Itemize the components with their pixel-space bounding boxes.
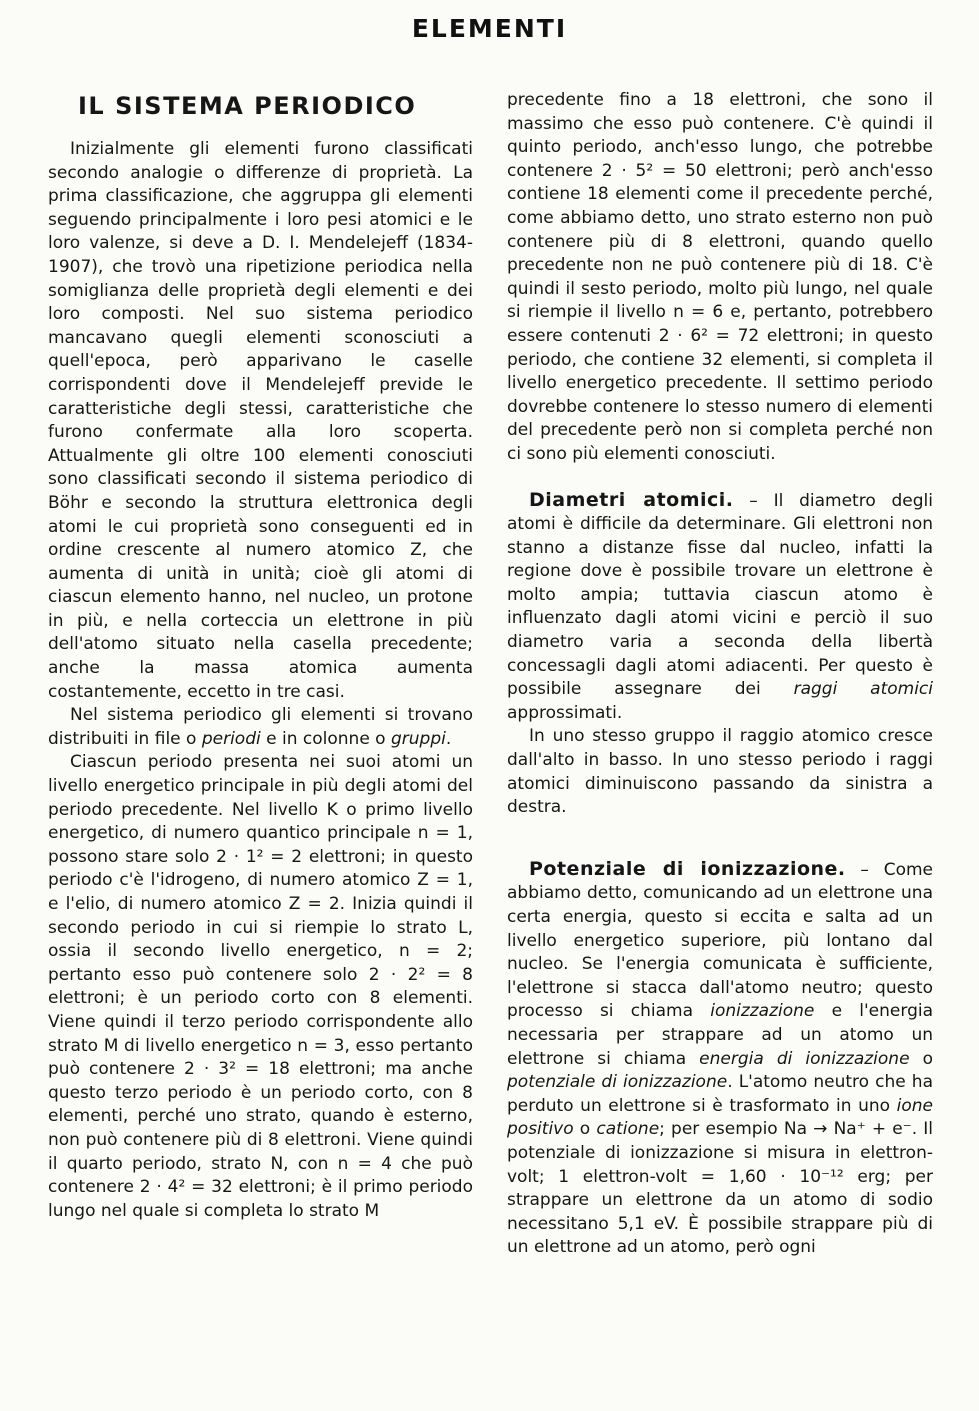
text-run: o	[909, 1048, 933, 1069]
left-column	[48, 92, 473, 1223]
paragraph-diametri	[507, 489, 933, 726]
paragraph-periodi-gruppi	[48, 704, 473, 751]
paragraph-intro: Inizialmente gli elementi furono classificati secondo analogie o differenze di proprietà. La prima classificazione, che aggruppa gli elementi seguendo principalmente i loro pesi atomici e le loro valenze, si deve a D. I. Mendelejeff (1834-1907), che trovò una ripetizione periodica nella somiglianza delle proprietà degli elementi e dei loro composti. Nel suo sistema periodico mancavano quegli elementi sconosciuti a quell'epoca, però apparivano le caselle corrispondenti dove il Mendelejeff previde le caratteristiche degli stessi, caratteristiche che furono confermate alla loro scoperta. Attualmente gli oltre 100 elementi conosciuti sono classificati secondo il sistema periodico di Böhr e secondo la struttura elettronica degli atomi le cui proprietà sono conseguenti ed in ordine crescente al numero atomico Z, che aumenta di unità in unità; cioè gli atomi di ciascun elemento hanno, nel nucleo, un protone in più, e nella corteccia un elettrone in più dell'atomo situato nella casella precedente; anche la massa atomica aumenta costantemente, eccetto in tre casi.	[48, 139, 473, 702]
subhead-ionizzazione: Potenziale di ionizzazione.	[529, 857, 846, 880]
text-run: . L'atomo neutro che ha perduto un elettrone si è trasformato in uno	[507, 1072, 934, 1116]
term-ione-positivo: ione positivo	[507, 1095, 933, 1140]
spacer	[507, 467, 933, 489]
term-gruppi: gruppi	[391, 728, 446, 749]
text-run: o	[573, 1119, 597, 1140]
text-run: – Come abbiamo detto, comunicando ad un elettrone una certa energia, questo si eccita e salta ad un livello energetico superiore, più lontano dal nucleo. Se l'energia comunicata è sufficiente, l'elettrone si stacca dall'atomo neutro; questo processo si chiama	[507, 859, 933, 1022]
subhead-diametri: Diametri atomici.	[529, 488, 734, 511]
term-energia-ionizzazione: energia di ionizzazione	[699, 1048, 910, 1069]
spacer	[507, 820, 933, 858]
text-run: – Il diametro degli atomi è difficile da determinare. Gli elettroni non stanno a distanze fisse dal nucleo, infatti la regione dove è possibile trovare un elettrone è molto ampia; tuttavia ciascun atomo è influenzato dagli atomi vicini e perciò il suo diametro varia a seconda della libertà concessagli dagli atomi adiacenti. Per questo è possibile assegnare dei	[507, 490, 933, 700]
text-run: Nel sistema periodico gli elementi si trovano distribuiti in file o	[48, 705, 473, 749]
text-run: e in colonne o	[260, 728, 391, 749]
paragraph-continued: precedente fino a 18 elettroni, che sono il massimo che esso può contenere. C'è quindi il quinto periodo, anch'esso lungo, che potrebbe contenere 2 · 5² = 50 elettroni; però anch'esso contiene 18 elementi come il precedente perché, come abbiamo detto, uno strato esterno non può contenere più di 8 elettroni, quando quello precedente non ne può contenere più di 18. C'è quindi il sesto periodo, molto più lungo, nel quale si riempie il livello n = 6 e, pertanto, potrebbero essere contenuti 2 · 6² = 72 elettroni; in questo periodo, che contiene 32 elementi, si completa il livello energetico precedente. Il settimo periodo dovrebbe contenere lo stesso numero di elementi del precedente però non si completa perché non ci sono più elementi conosciuti.	[507, 90, 933, 464]
text-run: ; per esempio Na → Na⁺ + e⁻. Il potenziale di ionizzazione si misura in elettron-volt; 1 elettron-volt = 1,60 · 10⁻¹² erg; per strappare un elettrone da un atomo di sodio necessitano 5,1 eV. È possibile strappare più di un elettrone ad un atomo, però ogni	[507, 1119, 933, 1258]
term-catione: catione	[596, 1119, 660, 1140]
text-run: .	[445, 728, 452, 749]
right-column	[507, 89, 933, 1260]
text-run: approssimati.	[507, 702, 623, 723]
text-run: e l'energia necessaria per strappare ad un atomo un elettrone si chiama	[507, 1001, 933, 1069]
paragraph-periodi-detail: Ciascun periodo presenta nei suoi atomi un livello energetico principale in più degli atomi del periodo precedente. Nel livello K o primo livello energetico, di numero quantico principale n = 1, possono stare solo 2 · 1² = 2 elettroni; in questo periodo c'è l'idrogeno, di numero atomico Z = 1, e l'elio, di numero atomico Z = 2. Inizia quindi il secondo periodo in cui si riempie lo strato L, ossia il secondo livello energetico, n = 2; pertanto esso può contenere solo 2 · 2² = 8 elettroni; è un periodo corto con 8 elementi. Viene quindi il terzo periodo corrispondente allo strato M di livello energetico n = 3, esso pertanto può contenere 2 · 3² = 18 elettroni; ma anche questo terzo periodo è un periodo corto, con 8 elementi, perché uno strato, quando è esterno, non può contenere più di 8 elettroni. Viene quindi il quarto periodo, strato N, con n = 4 che può contenere 2 · 4² = 32 elettroni; è il primo periodo lungo nel quale si completa lo strato M	[48, 752, 473, 1221]
term-raggi-atomici: raggi atomici	[793, 679, 933, 700]
page-header: ELEMENTI	[411, 14, 568, 43]
term-periodi: periodi	[201, 728, 261, 749]
term-potenziale-ionizzazione: potenziale di ionizzazione	[507, 1072, 728, 1093]
section-title: IL SISTEMA PERIODICO	[78, 92, 417, 120]
paragraph-raggio: In uno stesso gruppo il raggio atomico cresce dall'alto in basso. In uno stesso periodo i raggi atomici diminuiscono passando da sinistra a destra.	[507, 726, 933, 818]
paragraph-ionizzazione	[507, 858, 933, 1260]
term-ionizzazione: ionizzazione	[710, 1001, 815, 1022]
